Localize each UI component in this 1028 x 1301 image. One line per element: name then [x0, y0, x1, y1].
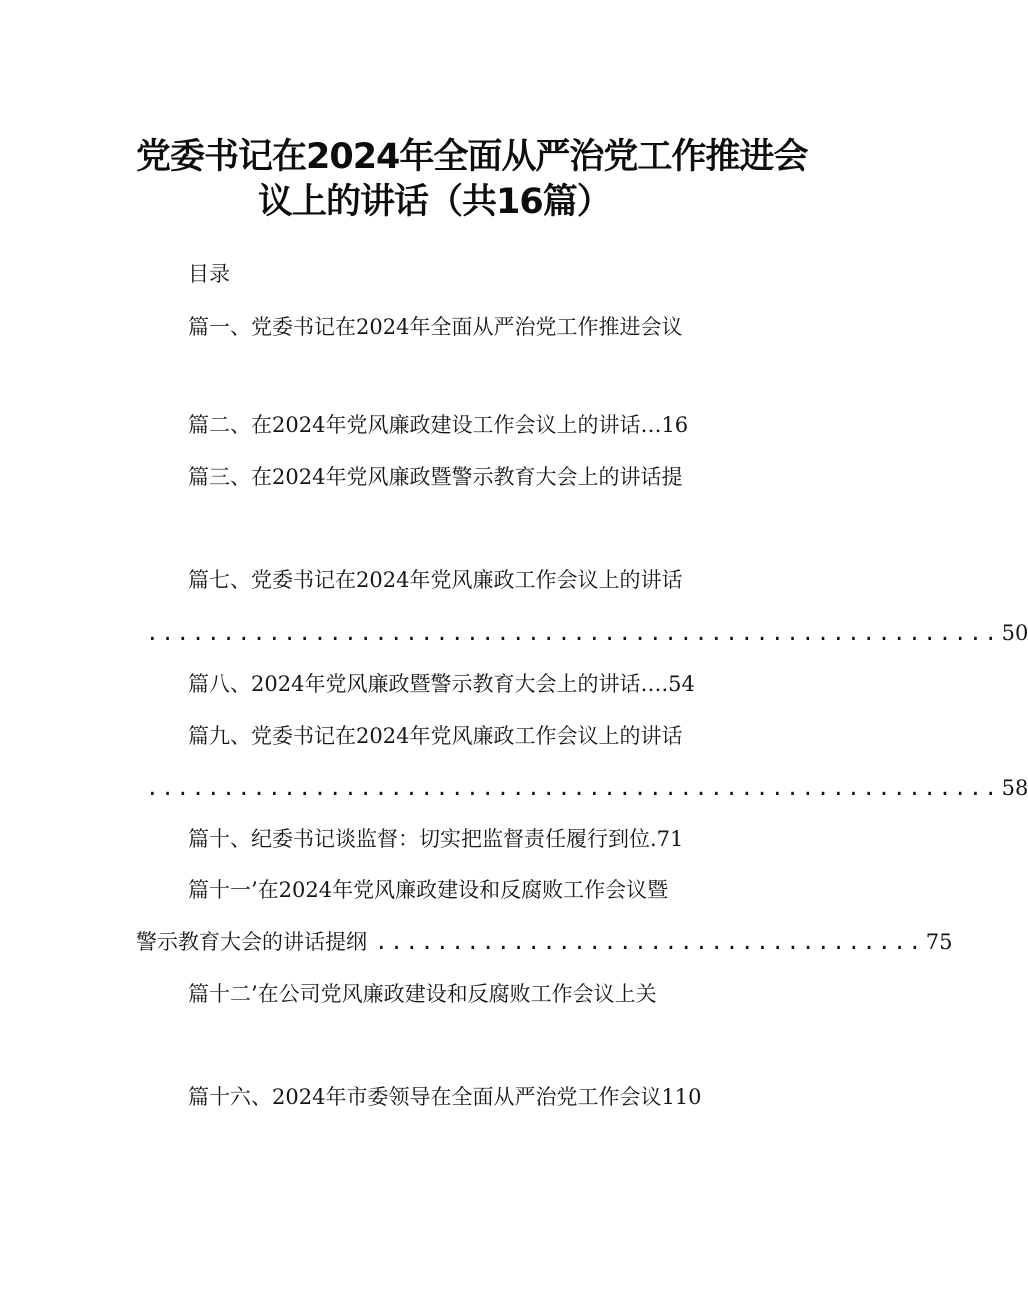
toc-entry-11: 篇十一’在2024年党风廉政建设和反腐败工作会议暨 [188, 878, 669, 902]
page-number: 58 [1001, 776, 1028, 800]
toc-entry-2: 篇二、在2024年党风廉政建设工作会议上的讲话…16 [188, 413, 689, 437]
toc-entry-3: 篇三、在2024年党风廉政暨警示教育大会上的讲话提 [188, 465, 683, 489]
toc-entry-10: 篇十、纪委书记谈监督：切实把监督责任履行到位.71 [188, 827, 684, 851]
toc-entry-7-leader [146, 618, 1028, 648]
toc-heading: 目录 [188, 262, 230, 286]
toc-entry-1: 篇一、党委书记在2024年全面从严治党工作推进会议 [188, 315, 683, 339]
page-number: 75 [925, 930, 953, 954]
toc-entry-9: 篇九、党委书记在2024年党风廉政工作会议上的讲话 [188, 724, 683, 748]
toc-entry-11-continuation: 警示教育大会的讲话提纲 [136, 930, 367, 954]
document-title-line-1: 党委书记在2024年全面从严治党工作推进会 [136, 137, 808, 177]
toc-entry-16: 篇十六、2024年市委领导在全面从严治党工作会议110 [188, 1085, 702, 1109]
toc-entry-11-leader [136, 927, 953, 957]
toc-entry-12: 篇十二’在公司党风廉政建设和反腐败工作会议上关 [188, 982, 657, 1006]
dot-leader: ........................................................ [146, 621, 1000, 645]
toc-entry-7: 篇七、党委书记在2024年党风廉政工作会议上的讲话 [188, 568, 683, 592]
dot-leader: ........................................................ [146, 776, 1000, 800]
document-title-line-2: 议上的讲话（共16篇） [258, 182, 611, 222]
toc-entry-8: 篇八、2024年党风廉政暨警示教育大会上的讲话….54 [188, 672, 695, 696]
page-number: 50 [1001, 621, 1028, 645]
toc-entry-9-leader [146, 773, 1028, 803]
dot-leader: .................................... [375, 930, 924, 954]
